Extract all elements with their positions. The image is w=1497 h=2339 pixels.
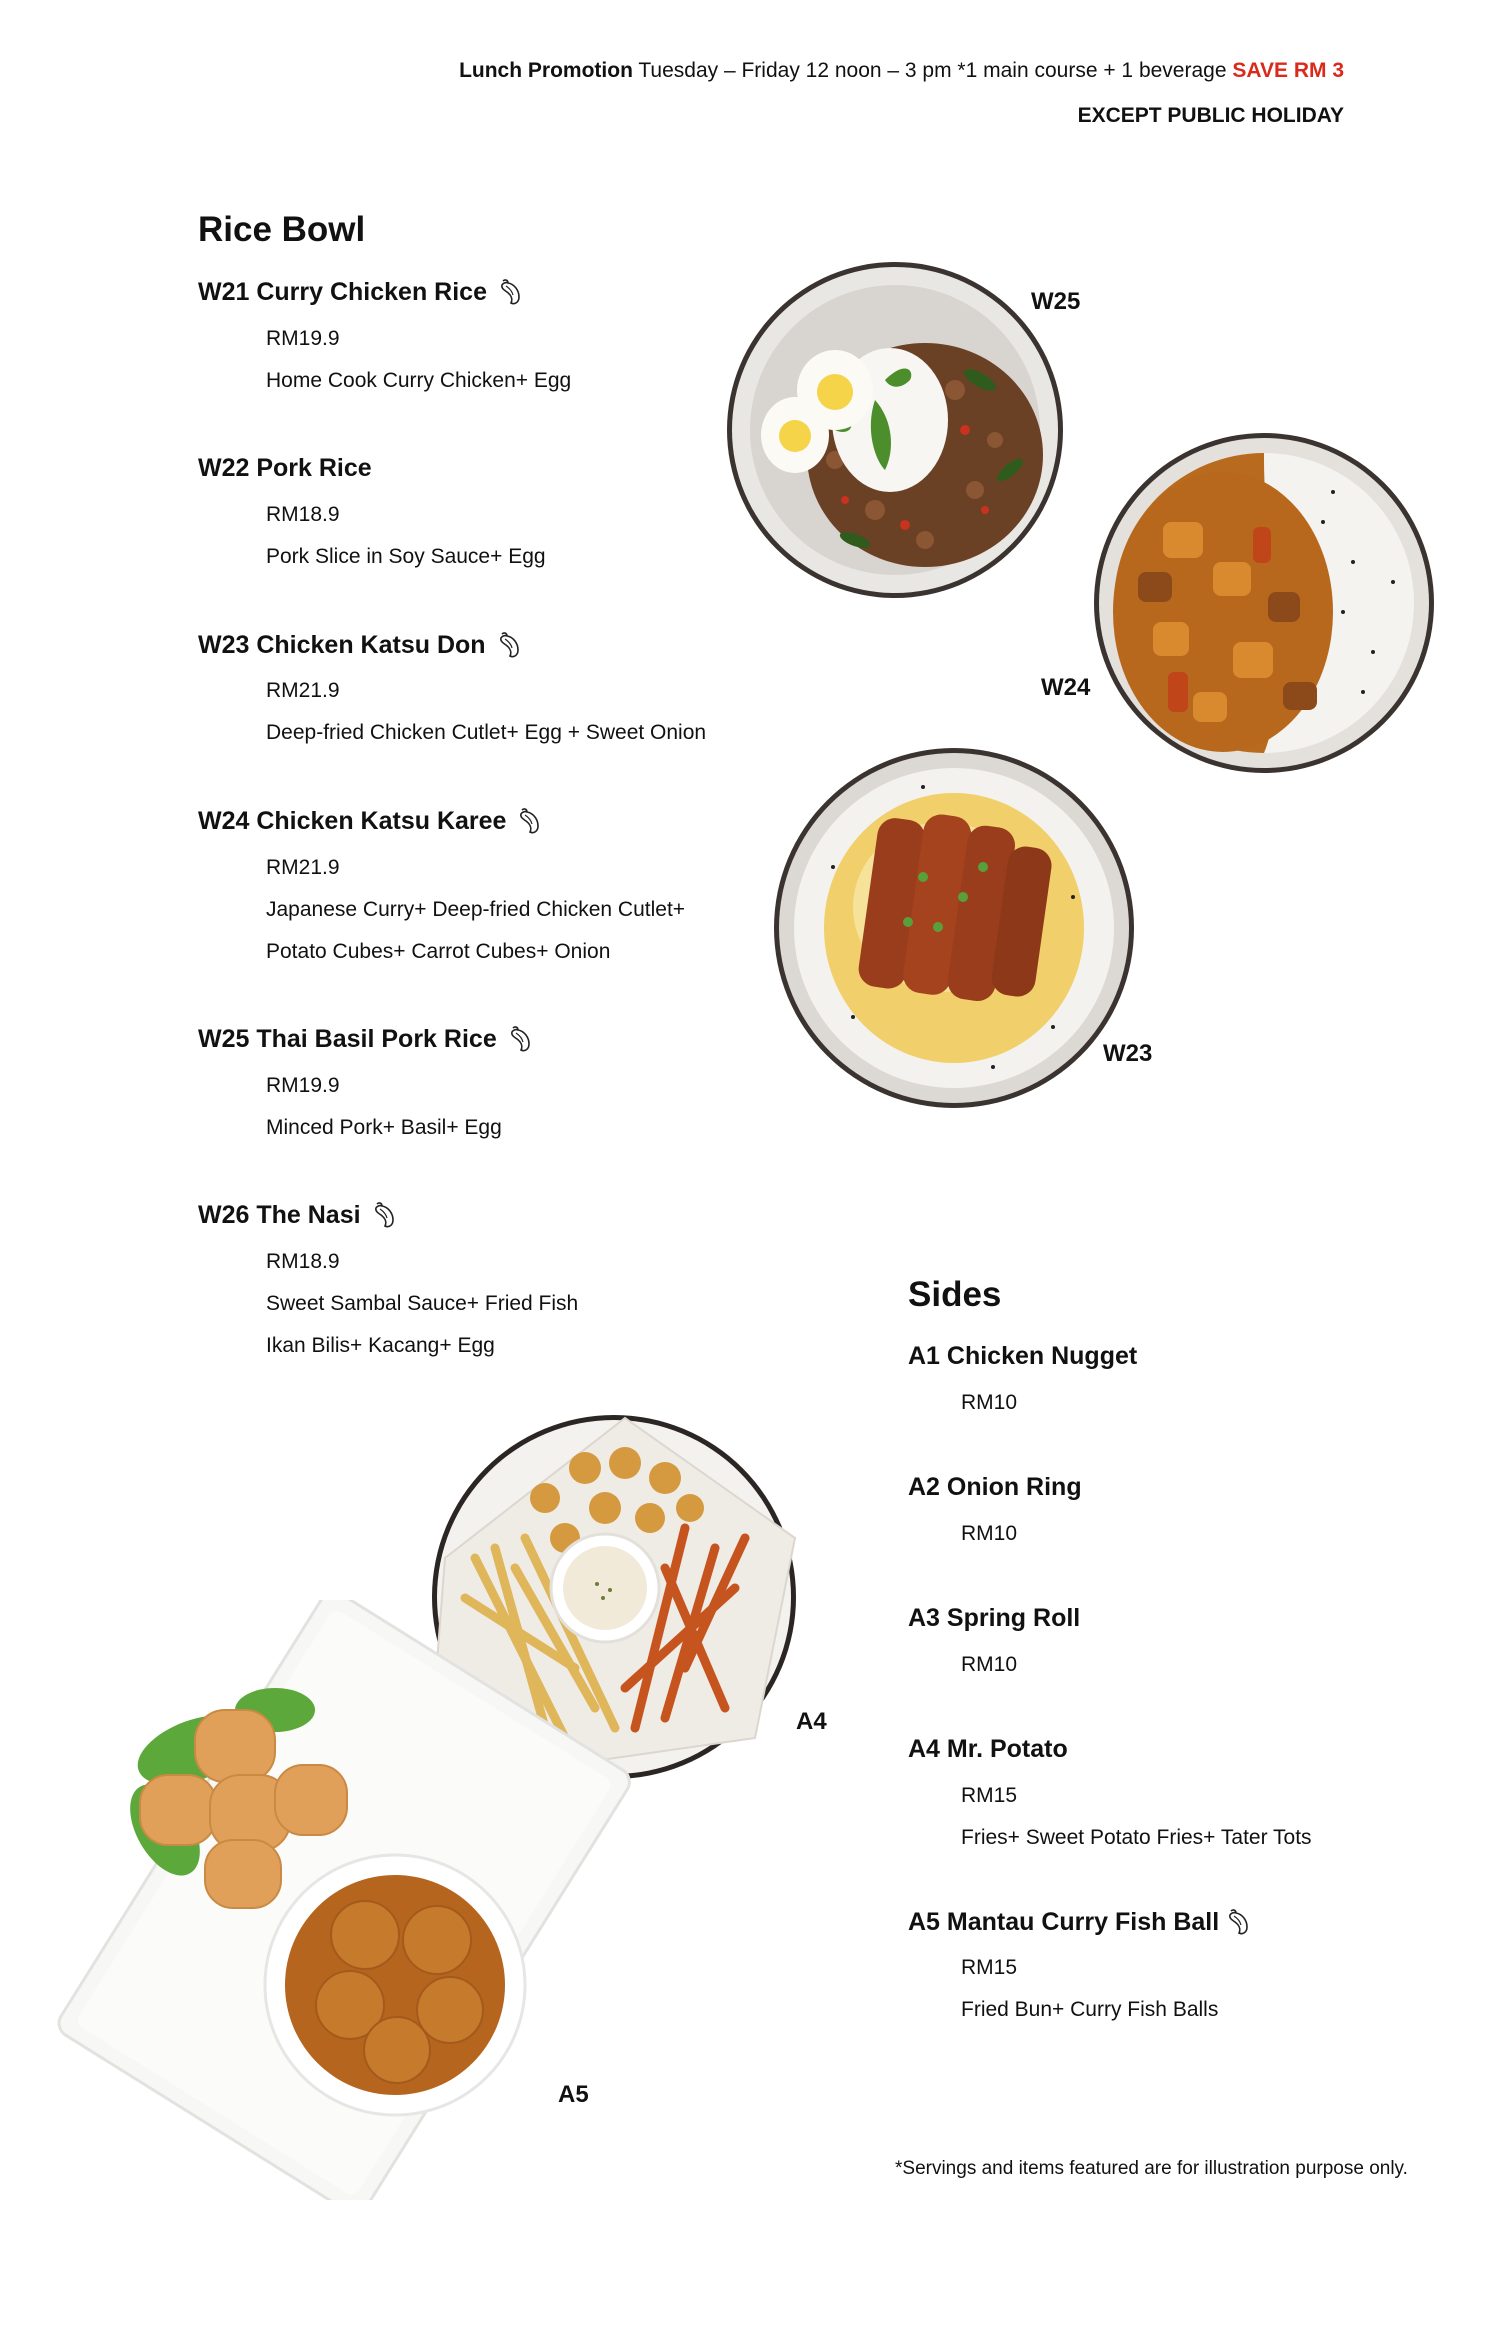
dish-label-w23: W23	[1103, 1040, 1153, 1067]
dish-label-a4: A4	[796, 1708, 827, 1735]
promo-save: SAVE RM 3	[1232, 59, 1344, 82]
item-name-text: W26 The Nasi	[198, 1200, 361, 1229]
disclaimer: *Servings and items featured are for illustration purpose only.	[895, 2158, 1408, 2179]
menu-item-a1-name	[908, 1342, 1137, 1371]
dish-photo-w23	[773, 747, 1135, 1109]
menu-item-w23-name	[198, 630, 524, 660]
chili-icon	[505, 1024, 535, 1054]
menu-item-a3-price: RM10	[961, 1653, 1018, 1676]
menu-item-a4-price: RM15	[961, 1784, 1018, 1807]
menu-item-w23-price: RM21.9	[266, 679, 340, 702]
menu-item-a2-name	[908, 1473, 1082, 1502]
rice-bowl-title: Rice Bowl	[198, 210, 366, 249]
dish-label-a5: A5	[558, 2081, 589, 2108]
dish-photo-w25	[725, 260, 1065, 600]
dish-label-w24: W24	[1041, 674, 1091, 701]
item-name-text: A3 Spring Roll	[908, 1604, 1081, 1632]
chili-icon	[494, 630, 524, 660]
item-name-text: W25 Thai Basil Pork Rice	[198, 1024, 497, 1053]
menu-item-a3-name	[908, 1604, 1080, 1633]
dish-photo-a5	[45, 1600, 635, 2200]
menu-item-w22-name	[198, 454, 372, 483]
sides-title: Sides	[908, 1275, 1002, 1314]
item-name-text: W23 Chicken Katsu Don	[198, 630, 486, 659]
promo-banner	[459, 60, 1344, 81]
menu-item-a5-price: RM15	[961, 1956, 1018, 1979]
menu-item-w21-price: RM19.9	[266, 327, 340, 350]
item-name-text: A2 Onion Ring	[908, 1473, 1082, 1501]
menu-item-w21-name	[198, 277, 525, 307]
menu-item-w24-desc-2: Potato Cubes+ Carrot Cubes+ Onion	[266, 940, 611, 963]
menu-item-w25-desc: Minced Pork+ Basil+ Egg	[266, 1116, 502, 1139]
item-name-text: W24 Chicken Katsu Karee	[198, 806, 507, 835]
chili-icon	[1223, 1907, 1253, 1937]
menu-item-w26-price: RM18.9	[266, 1250, 340, 1273]
menu-item-w26-name	[198, 1200, 399, 1230]
menu-item-w22-price: RM18.9	[266, 503, 340, 526]
menu-item-a4-name	[908, 1735, 1068, 1764]
menu-item-a5-name	[908, 1907, 1253, 1937]
menu-item-w26-desc-2: Ikan Bilis+ Kacang+ Egg	[266, 1334, 495, 1357]
item-name-text: W21 Curry Chicken Rice	[198, 277, 487, 306]
menu-item-w21-desc: Home Cook Curry Chicken+ Egg	[266, 369, 572, 392]
promo-exception: EXCEPT PUBLIC HOLIDAY	[1077, 104, 1344, 127]
dish-label-w25: W25	[1031, 288, 1081, 315]
chili-icon	[495, 277, 525, 307]
menu-item-a2-price: RM10	[961, 1522, 1018, 1545]
item-name-text: W22 Pork Rice	[198, 454, 372, 482]
item-name-text: A4 Mr. Potato	[908, 1735, 1068, 1763]
menu-item-w25-price: RM19.9	[266, 1074, 340, 1097]
menu-item-w24-name	[198, 806, 544, 836]
menu-item-w25-name	[198, 1024, 535, 1054]
menu-item-w24-desc-1: Japanese Curry+ Deep-fried Chicken Cutlet+	[266, 898, 686, 921]
promo-label: Lunch Promotion	[459, 59, 633, 82]
item-name-text: A1 Chicken Nugget	[908, 1342, 1138, 1370]
promo-details: Tuesday – Friday 12 noon – 3 pm *1 main course + 1 beverage	[632, 59, 1233, 82]
menu-item-a5-desc: Fried Bun+ Curry Fish Balls	[961, 1998, 1219, 2021]
menu-item-a1-price: RM10	[961, 1391, 1018, 1414]
menu-item-w26-desc-1: Sweet Sambal Sauce+ Fried Fish	[266, 1292, 579, 1315]
item-name-text: A5 Mantau Curry Fish Ball	[908, 1907, 1220, 1936]
menu-item-a4-desc: Fries+ Sweet Potato Fries+ Tater Tots	[961, 1826, 1312, 1849]
menu-item-w23-desc: Deep-fried Chicken Cutlet+ Egg + Sweet Onion	[266, 721, 707, 744]
dish-photo-w24	[1093, 432, 1435, 774]
chili-icon	[369, 1200, 399, 1230]
menu-item-w24-price: RM21.9	[266, 856, 340, 879]
chili-icon	[514, 806, 544, 836]
menu-item-w22-desc: Pork Slice in Soy Sauce+ Egg	[266, 545, 546, 568]
